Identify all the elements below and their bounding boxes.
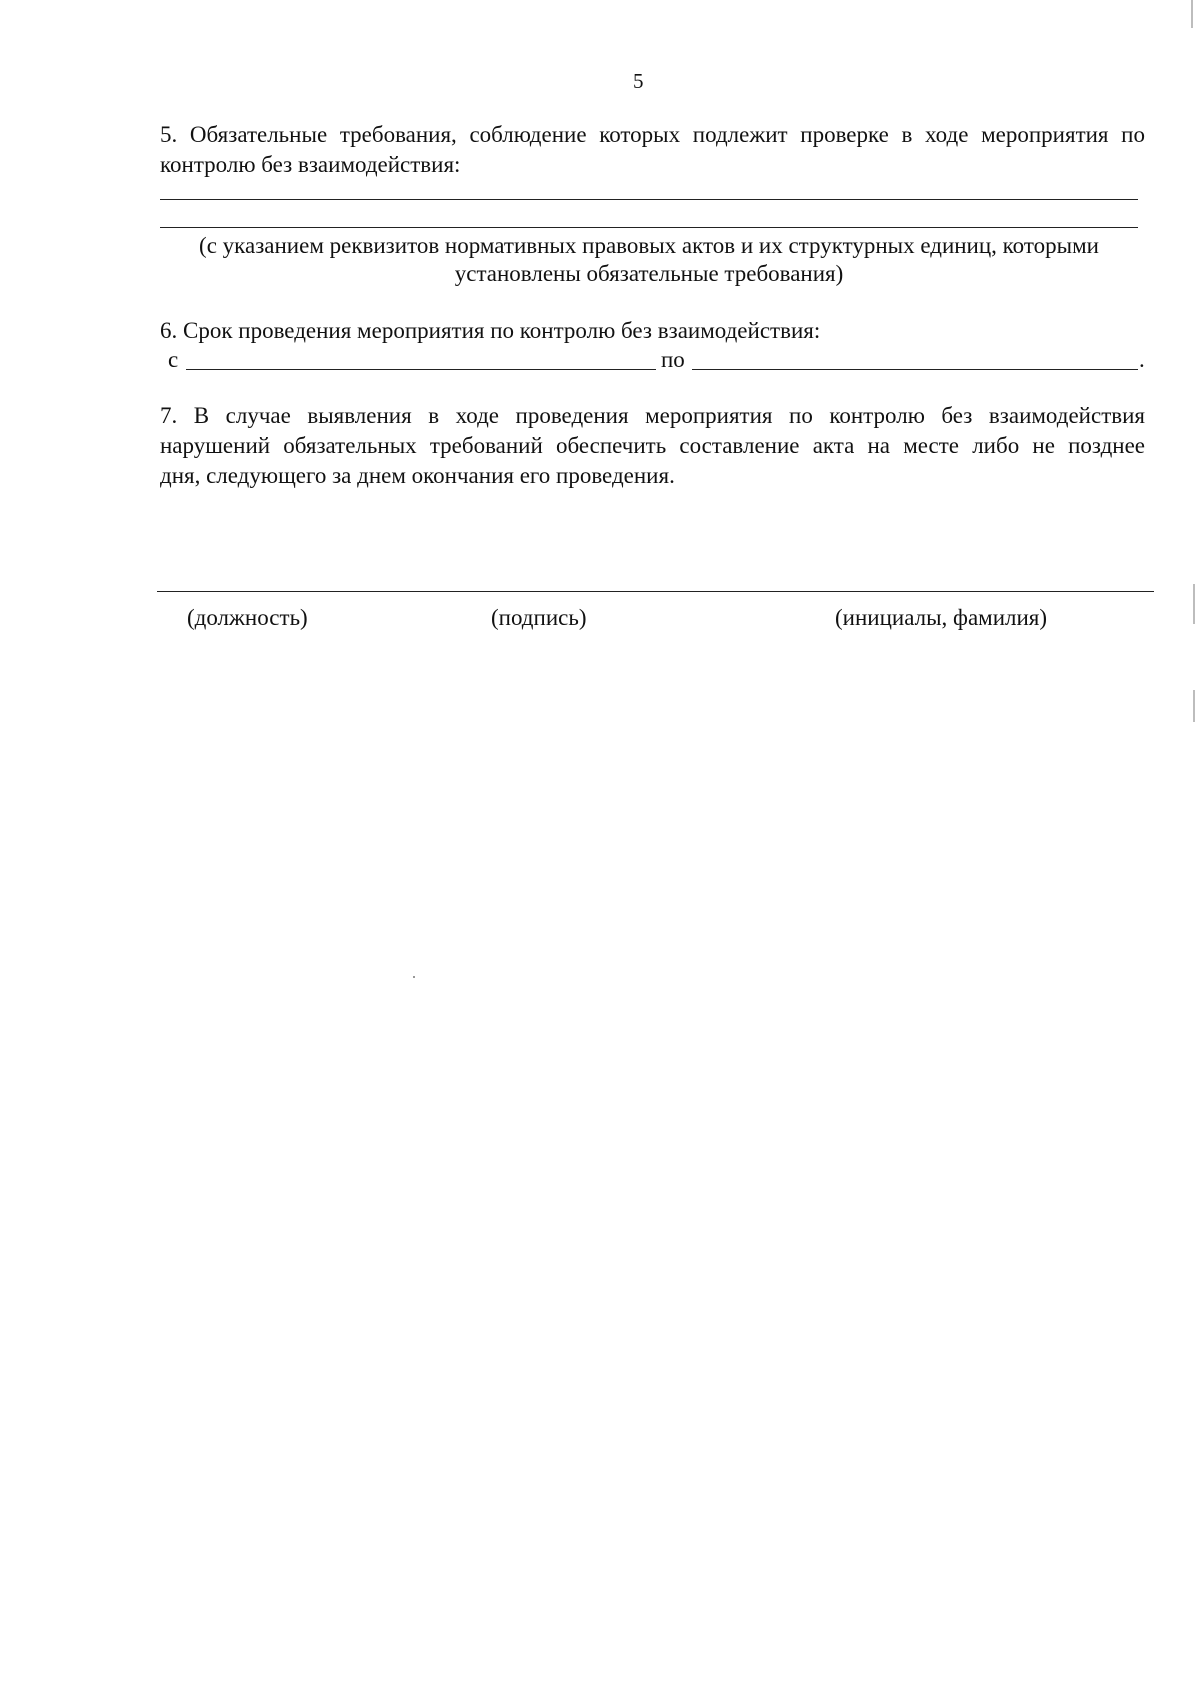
position-label: (должность)	[187, 605, 308, 630]
section5-note-line1: (с указанием реквизитов нормативных правовых актов и их структурных единиц, которыми	[199, 233, 1099, 258]
section5-line2: контролю без взаимодействия:	[160, 152, 461, 177]
date-to-field	[692, 369, 1138, 370]
date-from-field	[186, 369, 656, 370]
section5-note-line2: установлены обязательные требования)	[454, 261, 844, 286]
page-number: 5	[633, 69, 644, 93]
section7-line3: дня, следующего за днем окончания его проведения.	[160, 463, 675, 488]
signature-label: (подпись)	[491, 605, 587, 630]
scan-speck	[413, 976, 415, 978]
date-end-mark: .	[1139, 347, 1145, 372]
requirements-fill-line-1	[160, 199, 1138, 200]
section5-line1: 5. Обязательные требования, соблюдение которых подлежит проверке в ходе мероприятия по	[160, 122, 1145, 147]
scan-edge-mark	[1193, 690, 1195, 722]
scan-edge-mark	[1191, 0, 1193, 28]
scan-edge-mark	[1193, 584, 1195, 624]
section7-line1: 7. В случае выявления в ходе проведения мероприятия по контролю без взаимодействия	[160, 403, 1145, 428]
section6-title: 6. Срок проведения мероприятия по контролю без взаимодействия:	[160, 318, 821, 343]
date-from-label: с	[168, 347, 179, 372]
signature-line	[157, 591, 1154, 592]
name-label: (инициалы, фамилия)	[835, 605, 1048, 630]
requirements-fill-line-2	[160, 227, 1138, 228]
section7-line2: нарушений обязательных требований обеспечить составление акта на месте либо не позднее	[160, 433, 1145, 458]
date-to-label: по	[661, 347, 685, 372]
